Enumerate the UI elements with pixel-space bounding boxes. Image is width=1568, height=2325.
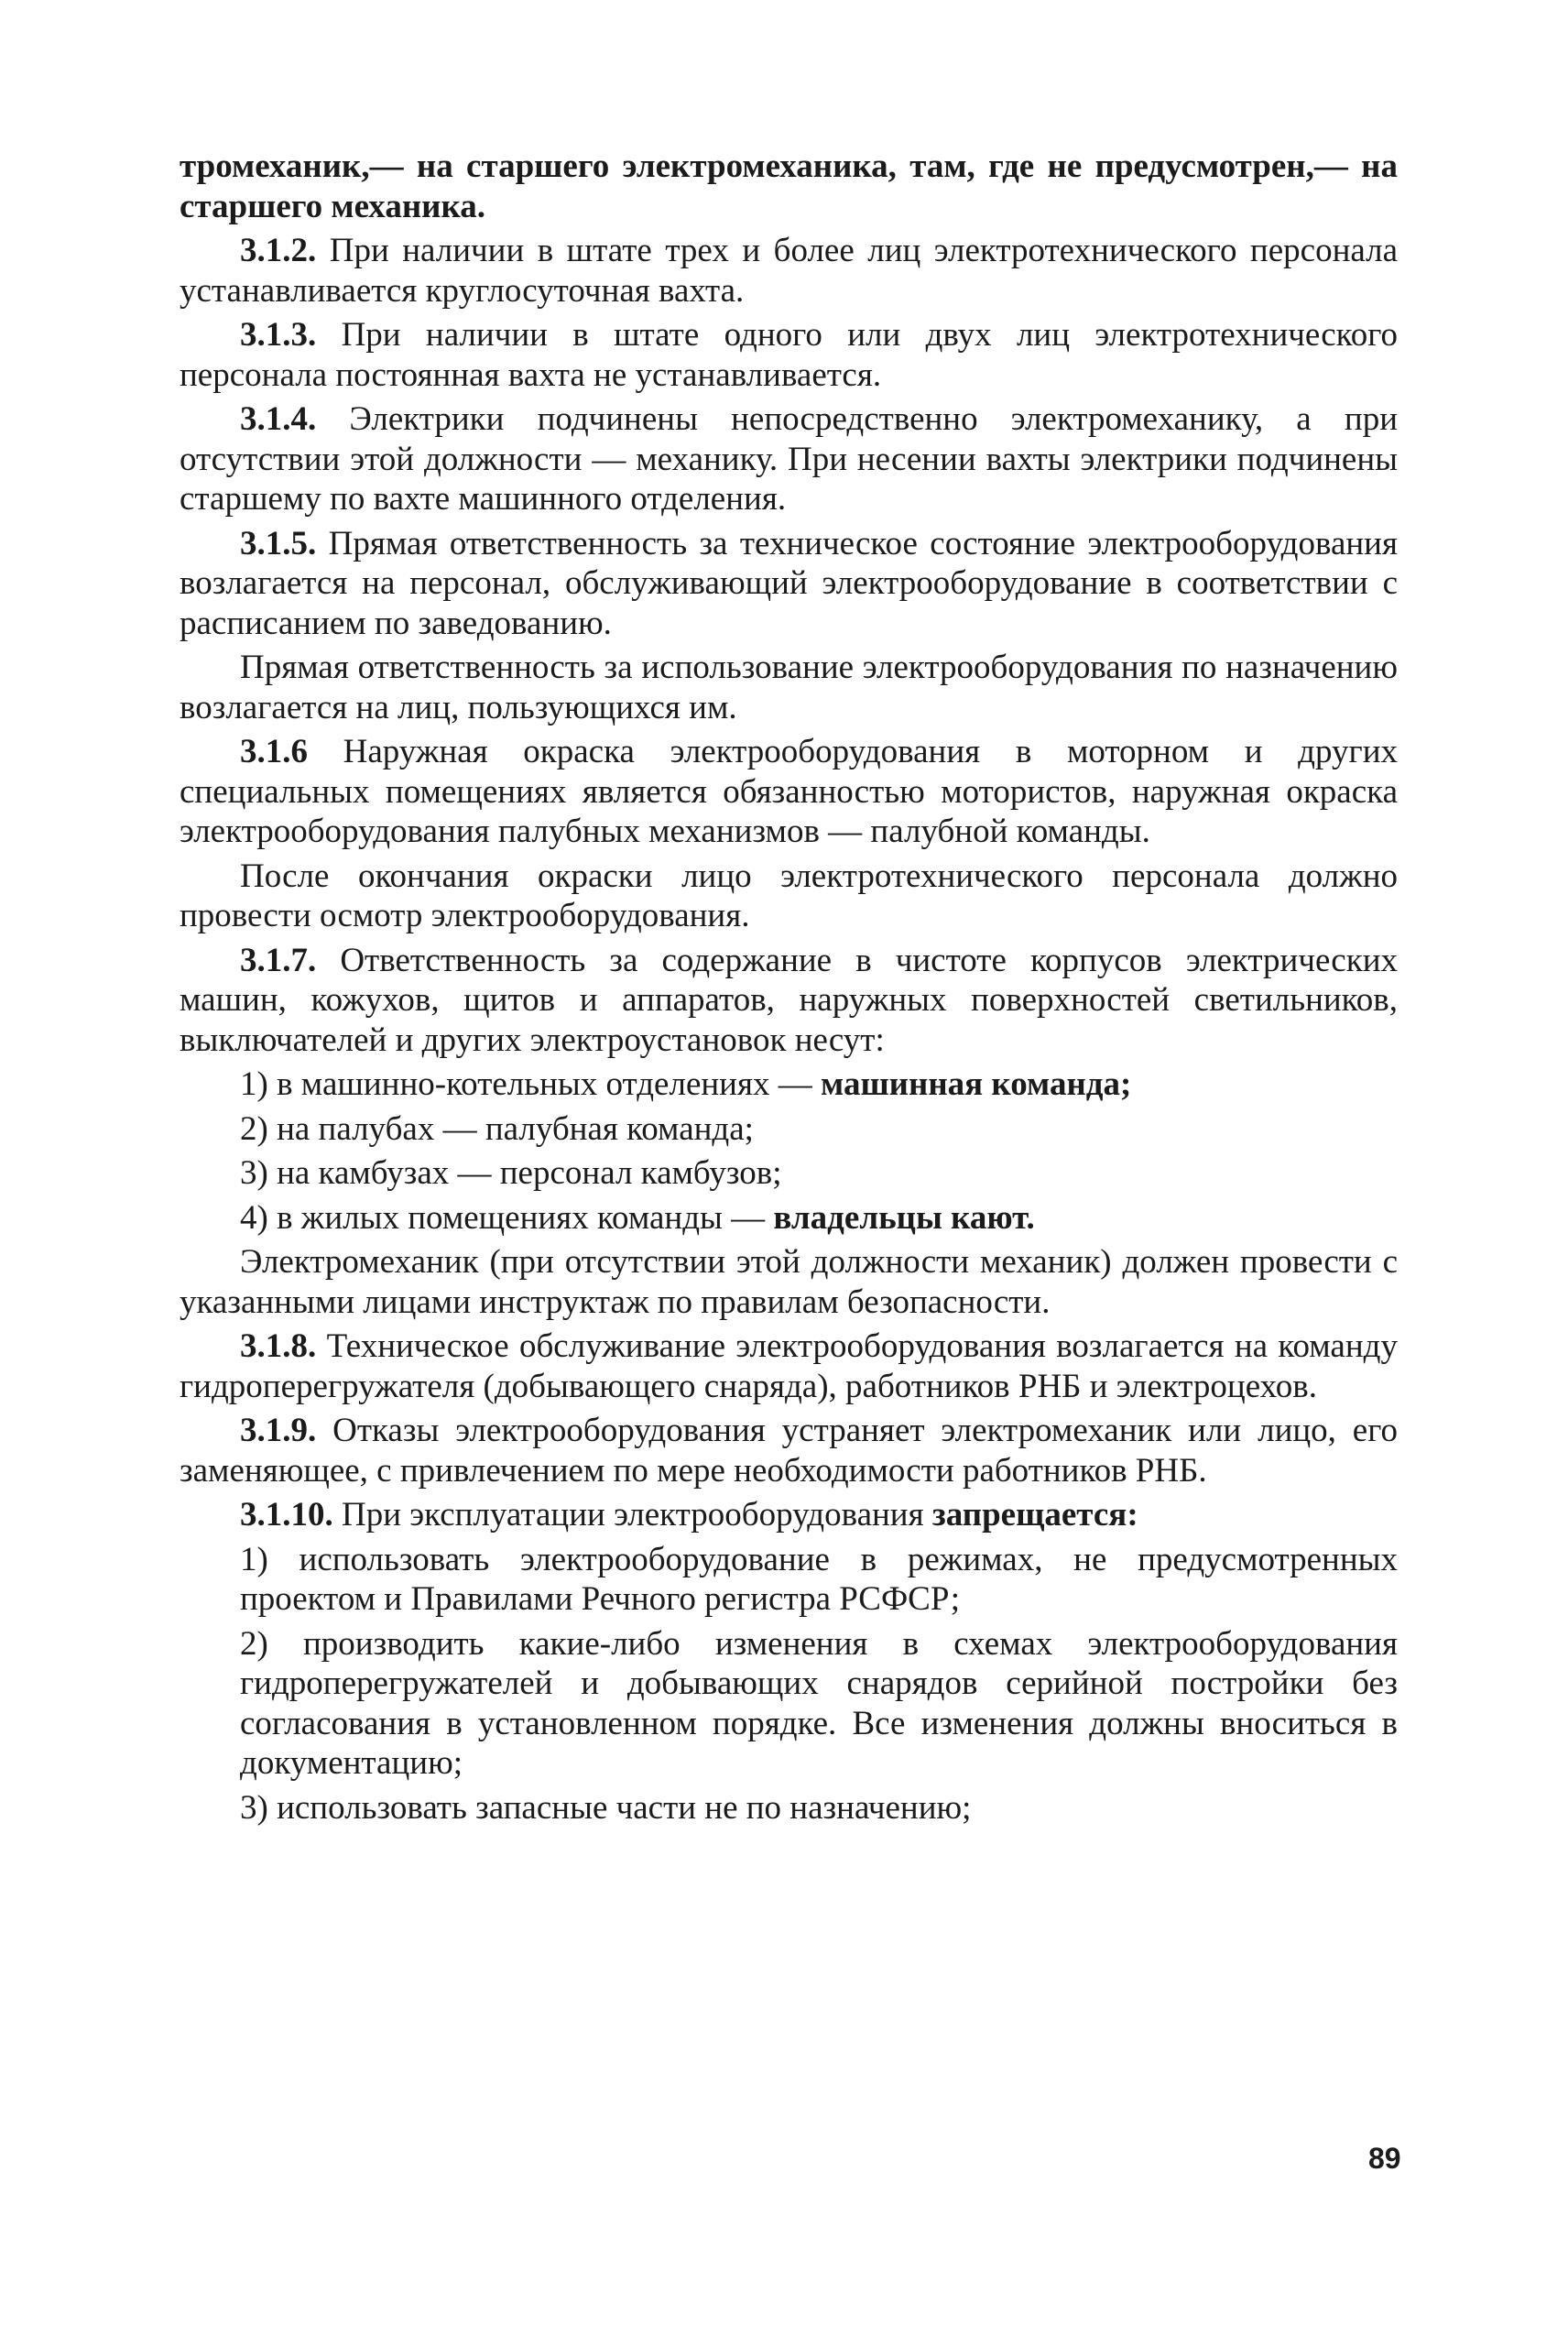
section-number: 3.1.5.	[240, 524, 317, 562]
page-body	[180, 147, 1398, 1828]
list-item	[180, 1153, 1398, 1194]
text-run: Электрики подчинены непосредственно электромеханику, а при отсутствии этой должности — механику. При несении вахты электрики подчинены старшему по вахте машинного отделения.	[180, 400, 1398, 518]
text-run: 1) в машинно-котельных отделениях —	[240, 1065, 821, 1103]
list-item	[180, 1198, 1398, 1239]
text-run: 2) на палубах — палубная команда;	[240, 1109, 754, 1148]
section-number: 3.1.9.	[240, 1412, 317, 1449]
section-number: 3.1.6	[240, 733, 308, 770]
paragraph	[180, 524, 1398, 644]
paragraph	[180, 648, 1398, 727]
section-number: 3.1.2.	[240, 232, 317, 269]
list-item	[180, 1064, 1398, 1105]
section-number: 3.1.4.	[240, 400, 317, 438]
list-item	[180, 1540, 1398, 1620]
text-run: запрещается:	[931, 1496, 1138, 1534]
paragraph	[180, 732, 1398, 852]
paragraph	[180, 1411, 1398, 1490]
list-item	[180, 1109, 1398, 1150]
paragraph	[180, 147, 1398, 226]
paragraph	[180, 1242, 1398, 1322]
text-run: При наличии в штате трех и более лиц электротехнического персонала устанавливается круглосуточная вахта.	[180, 232, 1398, 310]
text-run: После окончания окраски лицо электротехнического персонала должно провести осмотр электрооборудования.	[180, 857, 1398, 934]
paragraph	[180, 857, 1398, 936]
text-run: тромеханик,— на старшего электромеханика, там, где не предусмотрен,— на старшего механика.	[180, 147, 1398, 225]
paragraph	[180, 399, 1398, 519]
text-run: При эксплуатации электрооборудования	[332, 1496, 932, 1534]
paragraph	[180, 1326, 1398, 1406]
text-run: 3) на камбузах — персонал камбузов;	[240, 1154, 782, 1192]
text-run: При наличии в штате одного или двух лиц электротехнического персонала постоянная вахта не устанавливается.	[180, 316, 1398, 394]
section-number: 3.1.8.	[240, 1327, 317, 1365]
section-number: 3.1.7.	[240, 941, 317, 979]
list-item	[180, 1624, 1398, 1784]
paragraph	[180, 315, 1398, 395]
text-run: Прямая ответственность за техническое состояние электрооборудования возлагается на персонал, обслуживающий электрооборудование в соответствии с расписанием по заведованию.	[180, 524, 1398, 642]
paragraph	[180, 231, 1398, 311]
paragraph	[180, 1495, 1398, 1535]
list-item	[180, 1788, 1398, 1828]
text-run: Электромеханик (при отсутствии этой должности механик) должен провести с указанными лицами инструктаж по правилам безопасности.	[180, 1243, 1398, 1321]
section-number: 3.1.10.	[240, 1496, 333, 1534]
text-run: Наружная окраска электрооборудования в моторном и других специальных помещениях является обязанностью мотористов, наружная окраска электрооборудования палубных механизмов — палубной команды.	[180, 733, 1398, 850]
text-run: Техническое обслуживание электрооборудования возлагается на команду гидроперегружателя (добывающего снаряда), работников РНБ и электроцехов.	[180, 1327, 1398, 1405]
text-run: Отказы электрооборудования устраняет электромеханик или лицо, его заменяющее, с привлечением по мере необходимости работников РНБ.	[180, 1412, 1398, 1490]
text-run: владельцы кают.	[773, 1198, 1035, 1237]
text-run: Прямая ответственность за использование электрооборудования по назначению возлагается на лиц, пользующихся им.	[180, 649, 1398, 726]
page-number: 89	[1368, 2142, 1401, 2175]
text-run: 4) в жилых помещениях команды —	[240, 1198, 774, 1237]
text-run: 1) использовать электрооборудование в режимах, не предусмотренных проектом и Правилами Речного регистра РСФСР;	[240, 1540, 1398, 1618]
section-number: 3.1.3.	[240, 316, 317, 354]
text-run: 3) использовать запасные части не по назначению;	[240, 1788, 972, 1827]
paragraph	[180, 941, 1398, 1061]
text-run: машинная команда;	[821, 1065, 1132, 1103]
text-run: Ответственность за содержание в чистоте корпусов электрических машин, кожухов, щитов и аппаратов, наружных поверхностей светильников, выключателей и других электроустановок несут:	[180, 941, 1398, 1059]
text-run: 2) производить какие-либо изменения в схемах электрооборудования гидроперегружателей и добывающих снарядов серийной постройки без согласования в установленном порядке. Все изменения должны вноситься в документацию;	[240, 1624, 1398, 1782]
